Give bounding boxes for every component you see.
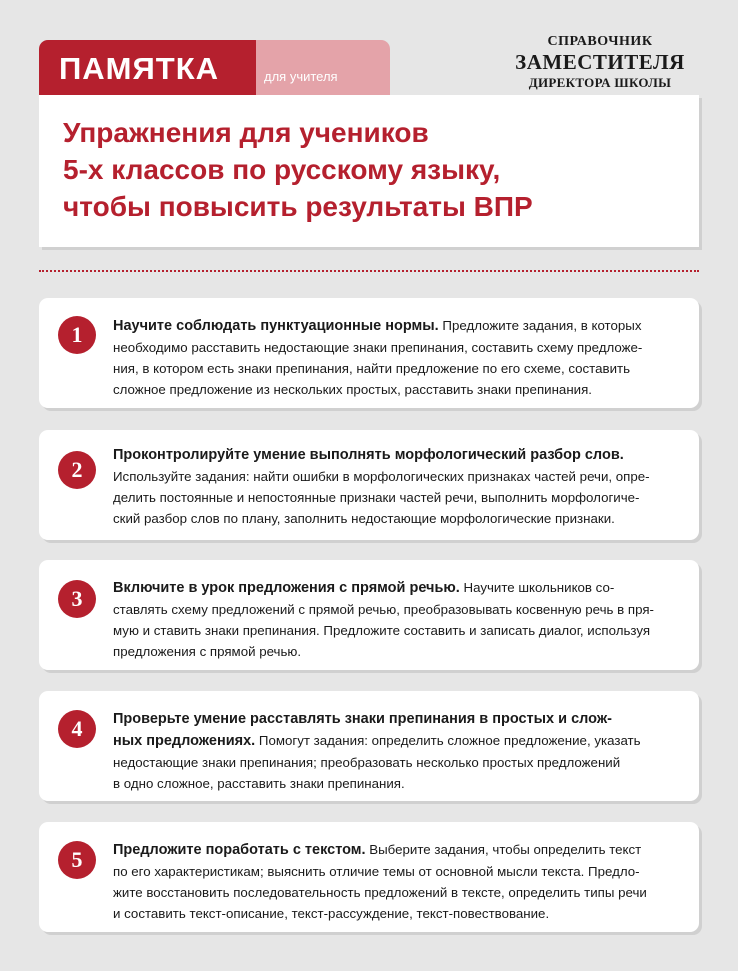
tip-body: делить постоянные и непостоянные признаки частей речи, выполнить морфологиче-	[113, 490, 640, 505]
dotted-divider	[39, 270, 699, 272]
tip-heading: Проверьте умение расставлять знаки препинания в простых и слож-	[113, 711, 612, 727]
tip-body: в одно сложное, расставить знаки препинания.	[113, 776, 405, 791]
tip-text	[113, 839, 683, 924]
tip-text	[113, 708, 683, 794]
tip-body: сложное предложение из нескольких простых, расставить знаки препинания.	[113, 382, 592, 397]
title-line: 5-х классов по русскому языку,	[63, 154, 501, 185]
tip-heading: Научите соблюдать пунктуационные нормы.	[113, 318, 439, 334]
audience-tab: для учителя	[256, 40, 390, 95]
memo-tab: ПАМЯТКА	[39, 40, 264, 95]
tip-card-4	[39, 691, 699, 801]
tip-heading: Проконтролируйте умение выполнять морфологический разбор слов.	[113, 447, 624, 463]
tip-card-5	[39, 822, 699, 932]
tip-body: ставлять схему предложений с прямой речью, преобразовывать косвенную речь в пря-	[113, 602, 654, 617]
tip-body: предложения с прямой речью.	[113, 644, 302, 659]
title-line: Упражнения для учеников	[63, 117, 429, 148]
tip-body: мую и ставить знаки препинания. Предложите составить и записать диалог, используя	[113, 623, 651, 638]
brand-line-1: СПРАВОЧНИК	[547, 34, 653, 49]
tip-card-3	[39, 560, 699, 670]
tip-text	[113, 577, 683, 662]
brand-logo	[500, 35, 700, 89]
tip-body: Предложите задания, в которых	[438, 318, 642, 333]
tip-body: по его характеристикам; выяснить отличие темы от основной мысли текста. Предло-	[113, 864, 640, 879]
number-badge: 5	[58, 841, 96, 879]
number-badge: 3	[58, 580, 96, 618]
brand-line-3: ДИРЕКТОРА ШКОЛЫ	[528, 75, 672, 90]
tip-body: недостающие знаки препинания; преобразовать несколько простых предложений	[113, 755, 621, 770]
tip-body: Научите школьников со-	[459, 580, 615, 595]
tip-body: ния, в котором есть знаки препинания, найти предложение по его схеме, составить	[113, 361, 631, 376]
tip-card-2	[39, 430, 699, 540]
tip-card-1	[39, 298, 699, 408]
tip-text	[113, 315, 683, 400]
tip-body: ский разбор слов по плану, заполнить недостающие морфологические признаки.	[113, 511, 615, 526]
page-title	[63, 114, 683, 225]
tip-heading: ных предложениях.	[113, 733, 256, 749]
tip-body: необходимо расставить недостающие знаки препинания, составить схему предложе-	[113, 340, 643, 355]
tip-heading: Предложите поработать с текстом.	[113, 842, 366, 858]
tip-heading: Включите в урок предложения с прямой речью.	[113, 580, 460, 596]
title-line: чтобы повысить результаты ВПР	[63, 191, 533, 222]
tip-body: жите восстановить последовательность предложений в тексте, определить типы речи	[113, 885, 647, 900]
tip-text	[113, 444, 683, 529]
tip-body: Помогут задания: определить сложное предложение, указать	[255, 733, 641, 748]
number-badge: 4	[58, 710, 96, 748]
tip-body: и составить текст-описание, текст-рассуждение, текст-повествование.	[113, 906, 550, 921]
brand-line-2: ЗАМЕСТИТЕЛЯ	[515, 50, 685, 74]
number-badge: 1	[58, 316, 96, 354]
tip-body: Выберите задания, чтобы определить текст	[365, 842, 642, 857]
number-badge: 2	[58, 451, 96, 489]
tip-body: Используйте задания: найти ошибки в морфологических признаках частей речи, опре-	[113, 469, 650, 484]
